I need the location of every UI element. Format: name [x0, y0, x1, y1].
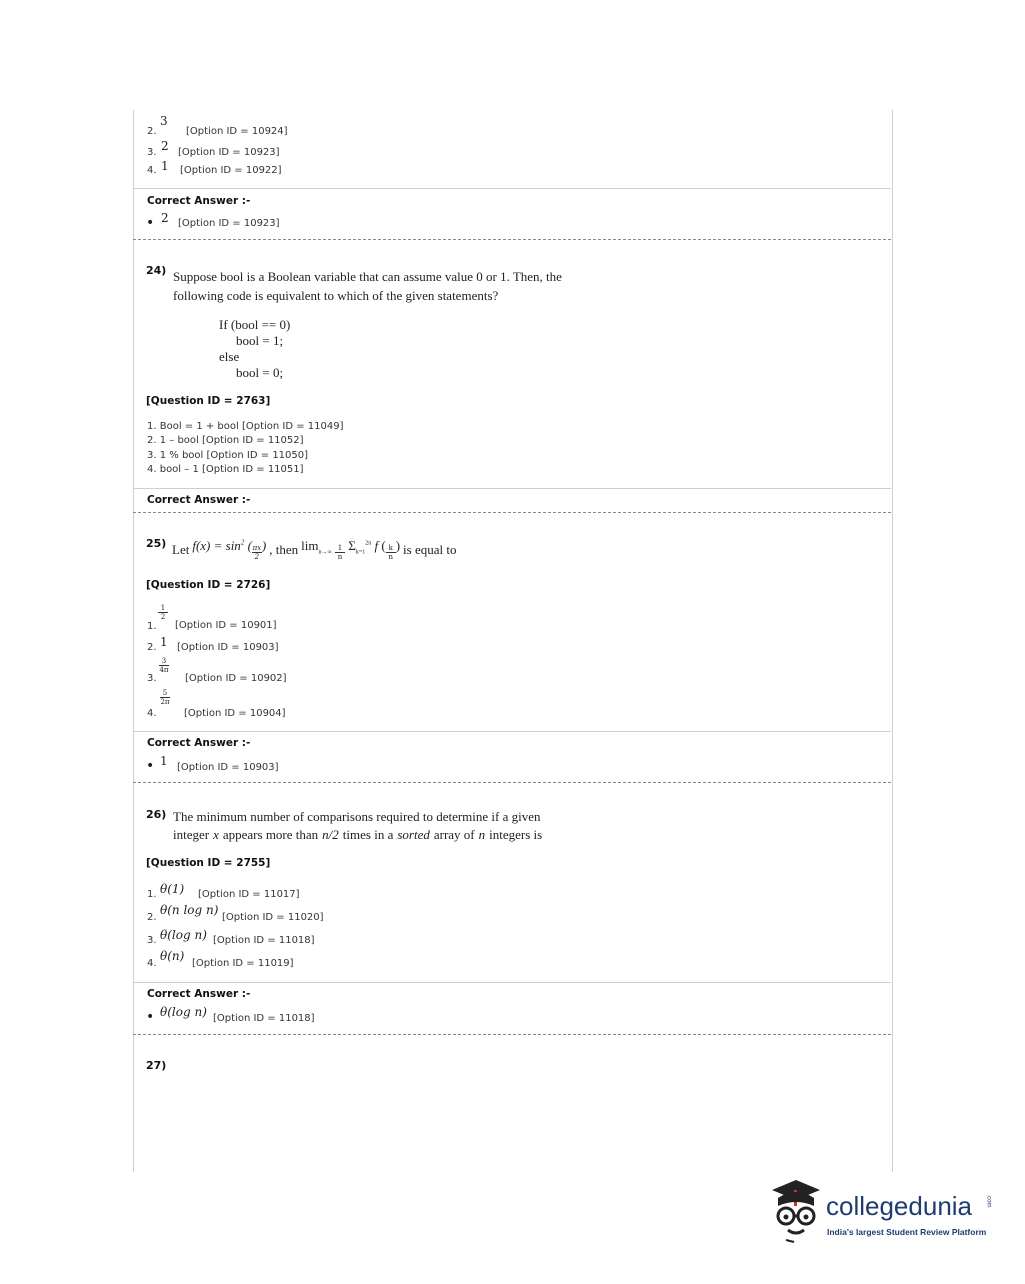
correct-answer-option-id: [Option ID = 11018] — [213, 1013, 315, 1024]
option-value: θ(1) — [160, 882, 185, 896]
text-fragment: times in a — [342, 827, 394, 842]
question-text-prefix: Let — [172, 541, 190, 557]
option-value: 1 — [161, 159, 169, 173]
question-separator — [133, 1034, 891, 1035]
option-fraction: 5 2π — [160, 689, 170, 706]
option-id: [Option ID = 10902] — [185, 673, 287, 684]
code-line: If (bool == 0) — [219, 317, 291, 332]
option-value: 1 — [160, 635, 168, 649]
option-id: [Option ID = 11018] — [213, 935, 315, 946]
correct-answer-label: Correct Answer :- — [147, 737, 251, 749]
option-number: 2. — [147, 642, 157, 653]
correct-answer-option-id: [Option ID = 10923] — [178, 218, 280, 229]
divider — [133, 188, 891, 189]
option-id: [Option ID = 10901] — [175, 620, 277, 631]
question-id: [Question ID = 2755] — [146, 857, 271, 869]
correct-answer-label: Correct Answer :- — [147, 988, 251, 1000]
correct-answer-label: Correct Answer :- — [147, 195, 251, 207]
option-number: 3. — [147, 147, 157, 158]
divider — [133, 488, 891, 489]
question-number: 24) — [146, 264, 167, 277]
option-value: θ(n) — [160, 949, 185, 963]
answer-bullet: • — [146, 1009, 155, 1025]
option-value: 3 — [160, 114, 168, 128]
option-number: 2. — [147, 126, 157, 137]
answer-bullet: • — [146, 758, 155, 774]
question-id: [Question ID = 2726] — [146, 579, 271, 591]
question-text: Suppose bool is a Boolean variable that can assume value 0 or 1. Then, the — [173, 269, 562, 284]
option-value: θ(log n) — [160, 928, 207, 942]
question-id: [Question ID = 2763] — [146, 395, 271, 407]
math-function-expression: $f(x) = \sin^2$ ( $\frac{\pi x}{2}$ ) — [192, 538, 267, 561]
question-text-middle: , then — [269, 541, 299, 557]
text-fragment-italic: sorted — [397, 827, 430, 842]
divider — [133, 982, 891, 983]
option-id: [Option ID = 11019] — [192, 958, 294, 969]
option-id: [Option ID = 10922] — [180, 165, 282, 176]
option-id: [Option ID = 11017] — [198, 889, 300, 900]
correct-answer-option-id: [Option ID = 10903] — [177, 762, 279, 773]
option-line: 4. bool – 1 [Option ID = 11051] — [147, 464, 304, 475]
option-id: [Option ID = 11020] — [222, 912, 324, 923]
option-line: 2. 1 – bool [Option ID = 11052] — [147, 435, 304, 446]
question-text — [172, 538, 456, 561]
answer-bullet: • — [146, 215, 155, 231]
question-number: 26) — [146, 808, 167, 821]
divider — [133, 731, 891, 732]
option-number: 3. — [147, 673, 157, 684]
option-id: [Option ID = 10903] — [177, 642, 279, 653]
correct-answer-value: θ(log n) — [160, 1005, 207, 1019]
question-separator — [133, 782, 891, 783]
code-line: else — [219, 349, 240, 364]
collegedunia-mascot-icon — [766, 1176, 826, 1244]
question-number: 27) — [146, 1059, 167, 1072]
option-number: 4. — [147, 958, 157, 969]
text-fragment: integer — [173, 827, 210, 842]
question-text-suffix: is equal to — [403, 541, 457, 557]
collegedunia-logo-suffix: .com — [985, 1194, 992, 1208]
code-line: bool = 0; — [236, 365, 284, 380]
question-text — [173, 827, 542, 843]
question-text: The minimum number of comparisons required to determine if a given — [173, 809, 541, 824]
text-fragment: array of — [433, 827, 475, 842]
correct-answer-value: 2 — [161, 211, 169, 225]
collegedunia-tagline: India's largest Student Review Platform — [827, 1227, 987, 1237]
option-id: [Option ID = 10924] — [186, 126, 288, 137]
math-limit-expression: $\lim_{n\to\infty}$ $\frac{1}{n}$ $\Sigma_{k=1}^{2n}$ f ( $\frac{k}{n}$ ) — [301, 538, 401, 561]
option-number: 2. — [147, 912, 157, 923]
option-id: [Option ID = 10904] — [184, 708, 286, 719]
question-number: 25) — [146, 537, 167, 550]
math-variable: n/2 — [322, 827, 339, 842]
option-number: 1. — [147, 621, 157, 632]
option-fraction: 1 2 — [158, 604, 168, 621]
option-line: 1. Bool = 1 + bool [Option ID = 11049] — [147, 421, 344, 432]
option-number: 1. — [147, 889, 157, 900]
question-separator — [133, 512, 891, 513]
code-line: bool = 1; — [236, 333, 284, 348]
question-separator — [133, 239, 891, 240]
text-fragment: integers is — [489, 827, 543, 842]
option-fraction: 3 4π — [159, 657, 169, 674]
option-value: θ(n log n) — [160, 903, 219, 917]
option-line: 3. 1 % bool [Option ID = 11050] — [147, 450, 309, 461]
option-value: 2 — [161, 139, 169, 153]
correct-answer-value: 1 — [160, 754, 168, 768]
text-fragment: appears more than — [222, 827, 319, 842]
math-variable: x — [213, 827, 219, 842]
option-id: [Option ID = 10923] — [178, 147, 280, 158]
collegedunia-logo-text: collegedunia — [826, 1191, 973, 1221]
option-number: 4. — [147, 165, 157, 176]
question-text: following code is equivalent to which of the given statements? — [173, 288, 499, 303]
correct-answer-label: Correct Answer :- — [147, 494, 251, 506]
option-number: 3. — [147, 935, 157, 946]
math-variable: n — [478, 827, 486, 842]
option-number: 4. — [147, 708, 157, 719]
